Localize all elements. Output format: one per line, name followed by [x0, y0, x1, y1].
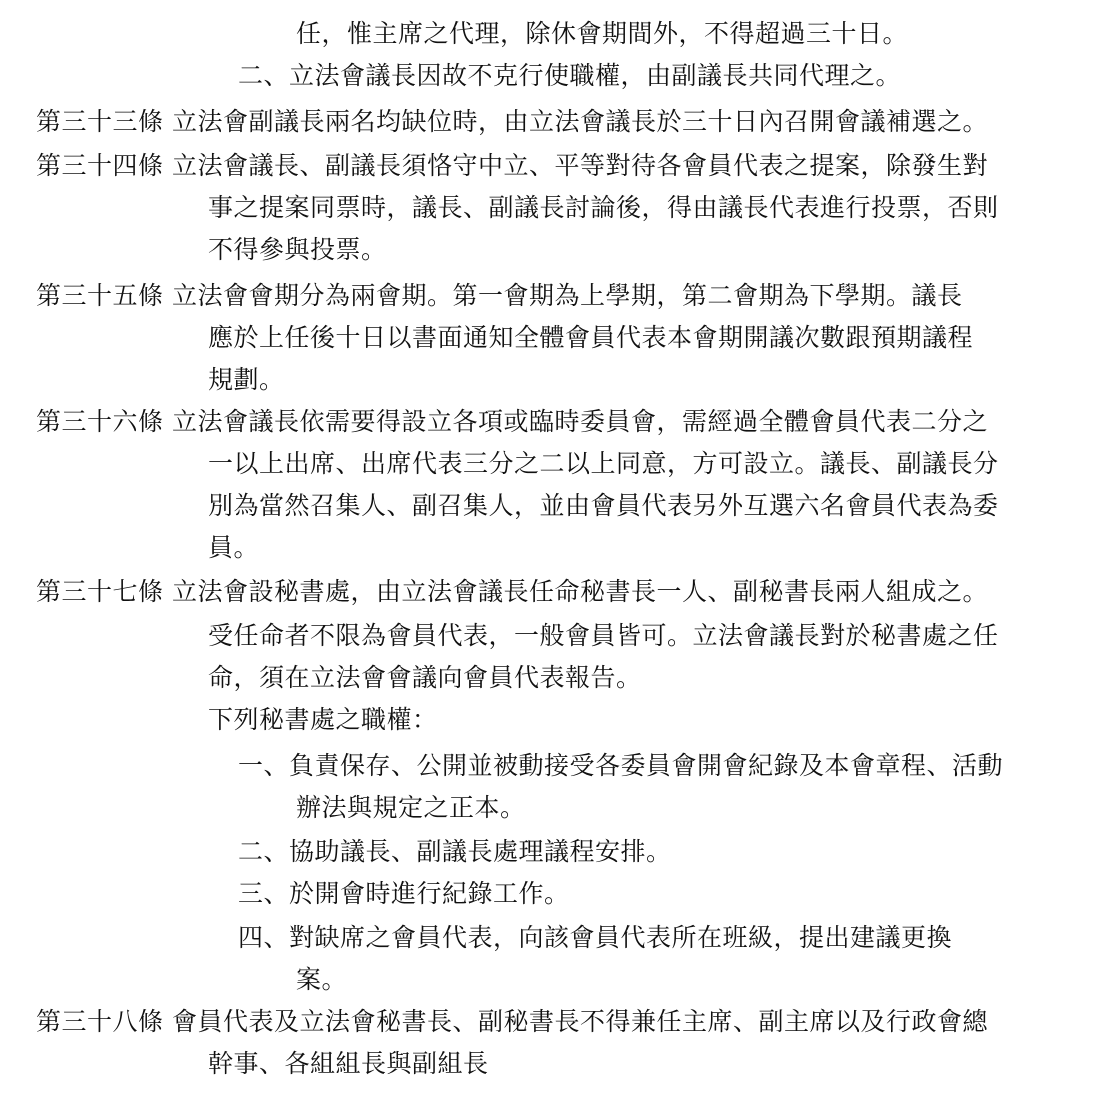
text-line: 命，須在立法會會議向會員代表報告。	[208, 663, 642, 692]
text-line: 別為當然召集人、副召集人，並由會員代表另外互選六名會員代表為委	[208, 491, 999, 520]
text-line: 受任命者不限為會員代表，一般會員皆可。立法會議長對於秘書處之任	[208, 621, 999, 650]
text-line: 二、立法會議長因故不克行使職權，由副議長共同代理之。	[238, 61, 902, 90]
article-33-line: 第三十三條 立法會副議長兩名均缺位時，由立法會議長於三十日內召開會議補選之。	[36, 107, 988, 136]
text-line: 應於上任後十日以書面通知全體會員代表本會期開議次數跟預期議程	[208, 323, 974, 352]
text-line: 事之提案同票時，議長、副議長討論後，得由議長代表進行投票，否則	[208, 193, 999, 222]
text-line: 任，惟主席之代理，除休會期間外，不得超過三十日。	[296, 19, 909, 48]
list-item-line: 一、負責保存、公開並被動接受各委員會開會紀錄及本會章程、活動	[238, 751, 1004, 780]
text-line: 不得參與投票。	[208, 235, 387, 264]
text-line: 案。	[296, 965, 348, 994]
text-line: 一以上出席、出席代表三分之二以上同意，方可設立。議長、副議長分	[208, 449, 999, 478]
list-item-line: 三、於開會時進行紀錄工作。	[238, 879, 570, 908]
article-35-line: 第三十五條 立法會會期分為兩會期。第一會期為上學期，第二會期為下學期。議長	[36, 281, 963, 310]
text-line: 規劃。	[208, 365, 285, 394]
text-line: 辦法與規定之正本。	[296, 793, 526, 822]
text-line: 下列秘書處之職權：	[208, 705, 438, 734]
article-37-line: 第三十七條 立法會設秘書處，由立法會議長任命秘書長一人、副秘書長兩人組成之。	[36, 577, 988, 606]
article-36-line: 第三十六條 立法會議長依需要得設立各項或臨時委員會，需經過全體會員代表二分之	[36, 407, 988, 436]
list-item-line: 四、對缺席之會員代表，向該會員代表所在班級，提出建議更換	[238, 923, 953, 952]
article-34-line: 第三十四條 立法會議長、副議長須恪守中立、平等對待各會員代表之提案，除發生對	[36, 151, 988, 180]
text-line: 員。	[208, 533, 260, 562]
text-line: 幹事、各組組長與副組長	[208, 1049, 489, 1078]
article-38-line: 第三十八條 會員代表及立法會秘書長、副秘書長不得兼任主席、副主席以及行政會總	[36, 1007, 988, 1036]
list-item-line: 二、協助議長、副議長處理議程安排。	[238, 837, 672, 866]
